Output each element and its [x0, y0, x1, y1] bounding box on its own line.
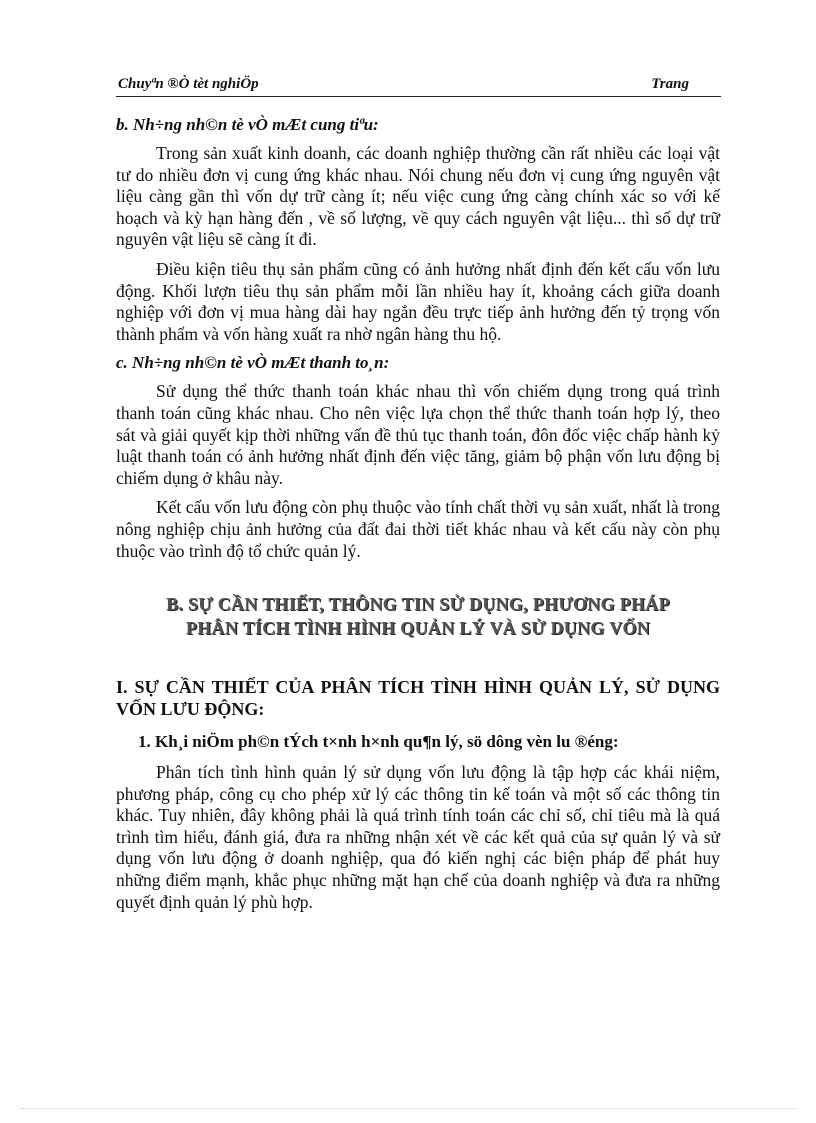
- header-page-label: Trang: [651, 76, 689, 92]
- paragraph: Điều kiện tiêu thụ sản phẩm cũng có ảnh hưởng nhất định đến kết cấu vốn lưu động. Khối lượn tiêu thụ sản phẩm mỗi lần nhiều hay ít, khoảng cách giữa doanh nghiệp với đơn vị mua hàng dài hay ngắn đều trực tiếp ảnh hưởng đến tỷ trọng vốn thành phẩm và vốn hàng xuất ra nhờ ngân hàng thu hộ.: [116, 258, 720, 344]
- subsection-1-title: 1. Kh¸i niÖm ph©n tÝch t×nh h×nh qu¶n lý, sö dông vèn lu ®éng:: [138, 732, 619, 752]
- paragraph: Trong sản xuất kinh doanh, các doanh nghiệp thường cần rất nhiều các loại vật tư do nhiều đơn vị cung ứng khác nhau. Nói chung nếu đơn vị cung ứng nguyên vật liệu càng gần thì vốn dự trữ càng ít; nếu việc cung ứng càng chính xác so với kế hoạch và kỳ hạn hàng đến , về số lượng, về quy cách nguyên vật liệu... thì số dự trữ nguyên vật liệu sẽ càng ít đi.: [116, 143, 720, 250]
- section-b-heading: [116, 592, 720, 640]
- header-title: Chuyªn ®Ò tèt nghiÖp: [118, 76, 259, 92]
- paragraph: Kết cấu vốn lưu động còn phụ thuộc vào tính chất thời vụ sản xuất, nhất là trong nông nghiệp chịu ảnh hưởng của đất đai thời tiết khác nhau và kết cấu này còn phụ thuộc vào trình độ tổ chức quản lý.: [116, 497, 720, 561]
- bottom-dotted-rule: [20, 1108, 796, 1109]
- page-header: [116, 76, 721, 97]
- subsection-b-title: b. Nh÷ng nh©n tè vÒ mÆt cung tiªu:: [116, 115, 379, 134]
- paragraph: Phân tích tình hình quản lý sử dụng vốn lưu động là tập hợp các khái niệm, phương pháp, công cụ cho phép xử lý các thông tin kế toán và một số các thông tin khác. Tuy nhiên, đây không phải là quá trình tính toán các chỉ số, chỉ tiêu mà là quá trình tìm hiểu, đánh giá, đưa ra những nhận xét về các kết quả của sự quản lý và sử dụng vốn lưu động ở doanh nghiệp, qua đó kiến nghị các biện pháp để phát huy những điểm mạnh, khắc phục những mặt hạn chế của doanh nghiệp và đưa ra những quyết định quản lý phù hợp.: [116, 762, 720, 912]
- section-b-heading-line2: PHÂN TÍCH TÌNH HÌNH QUẢN LÝ VÀ SỬ DỤNG VỐN: [185, 618, 651, 639]
- paragraph: Sử dụng thể thức thanh toán khác nhau thì vốn chiếm dụng trong quá trình thanh toán cũng khác nhau. Cho nên việc lựa chọn thể thức thanh toán hợp lý, theo sát và giải quyết kịp thời những vấn đề thủ tục thanh toán, đôn đốc việc chấp hành kỷ luật thanh toán có ảnh hưởng nhất định đến việc tăng, giảm bộ phận vốn lưu động bị chiếm dụng ở khâu này.: [116, 381, 720, 488]
- section-i-heading: I. SỰ CẦN THIẾT CỦA PHÂN TÍCH TÌNH HÌNH QUẢN LÝ, SỬ DỤNG VỐN LƯU ĐỘNG:: [116, 677, 720, 720]
- subsection-c-title: c. Nh÷ng nh©n tè vÒ mÆt thanh to¸n:: [116, 353, 390, 373]
- section-b-heading-line1: B. SỰ CẦN THIẾT, THÔNG TIN SỬ DỤNG, PHƯƠNG PHÁP: [166, 594, 670, 615]
- page-content: [116, 115, 720, 921]
